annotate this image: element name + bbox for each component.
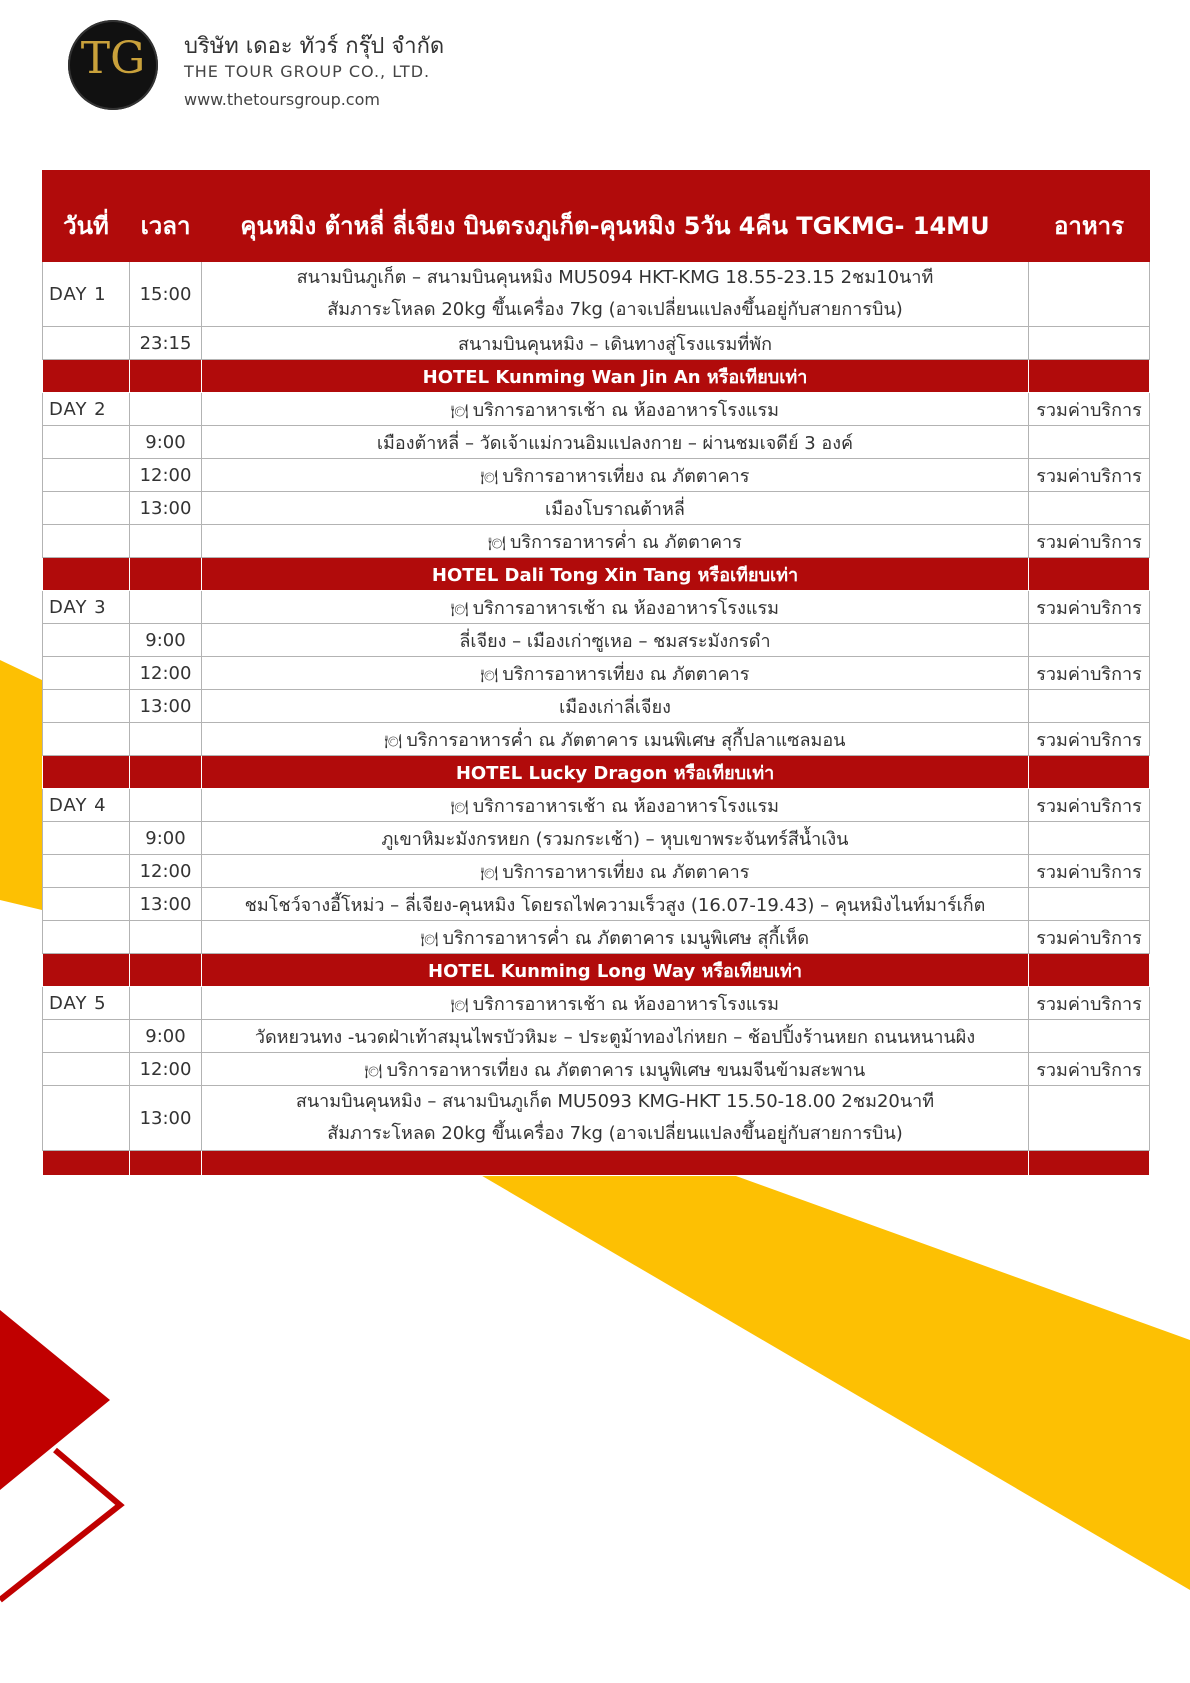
activity-description — [202, 459, 1029, 492]
table-row — [43, 426, 1150, 459]
day-cell — [43, 1020, 130, 1053]
time-cell — [130, 525, 202, 558]
time-cell — [130, 987, 202, 1020]
time-cell: 15:00 — [130, 262, 202, 327]
activity-text: บริการอาหารเช้า ณ ห้องอาหารโรงแรม — [472, 399, 779, 421]
time-cell: 13:00 — [130, 888, 202, 921]
activity-description — [202, 525, 1029, 558]
dish-icon: 🍽 — [480, 667, 499, 684]
table-row — [43, 624, 1150, 657]
activity-line-1: สนามบินคุนหมิง – สนามบินภูเก็ต MU5093 KMG-HKT 15.50-18.00 2ชม20นาที — [295, 1091, 935, 1112]
meal-cell — [1029, 690, 1150, 723]
meal-cell — [1029, 1020, 1150, 1053]
hotel-row — [43, 360, 1150, 393]
table-row — [43, 657, 1150, 690]
activity-text: เมืองเก่าลี่เจียง — [559, 696, 671, 718]
meal-cell — [1029, 822, 1150, 855]
table-row — [43, 1086, 1150, 1151]
hotel-name: HOTEL Lucky Dragon หรือเทียบเท่า — [202, 756, 1029, 789]
hotel-meal-cell — [1029, 756, 1150, 789]
time-cell: 12:00 — [130, 855, 202, 888]
meal-cell: รวมค่าบริการ — [1029, 1053, 1150, 1086]
hotel-time-cell — [130, 756, 202, 789]
table-header-row — [43, 171, 1150, 262]
table-row — [43, 262, 1150, 327]
meal-cell: รวมค่าบริการ — [1029, 987, 1150, 1020]
hotel-time-cell — [130, 360, 202, 393]
activity-text: บริการอาหารเที่ยง ณ ภัตตาคาร เมนูพิเศษ ขนมจีนข้ามสะพาน — [386, 1059, 866, 1081]
meal-cell: รวมค่าบริการ — [1029, 393, 1150, 426]
table-row — [43, 987, 1150, 1020]
itinerary-body — [43, 262, 1150, 1176]
day-cell: DAY 4 — [43, 789, 130, 822]
company-name-thai: บริษัท เดอะ ทัวร์ กรุ๊ป จำกัด — [184, 34, 445, 59]
activity-text: ภูเขาหิมะมังกรหยก (รวมกระเช้า) – หุบเขาพระจันทร์สีน้ำเงิน — [381, 828, 849, 850]
day-cell — [43, 525, 130, 558]
activity-description — [202, 723, 1029, 756]
activity-line-2: สัมภาระโหลด 20kg ขึ้นเครื่อง 7kg (อาจเปลี่ยนแปลงขึ้นอยู่กับสายการบิน) — [327, 1123, 903, 1144]
hotel-row — [43, 756, 1150, 789]
day-cell: DAY 2 — [43, 393, 130, 426]
hotel-day-cell — [43, 954, 130, 987]
hotel-meal-cell — [1029, 558, 1150, 591]
meal-cell: รวมค่าบริการ — [1029, 723, 1150, 756]
time-cell — [130, 591, 202, 624]
activity-text: สนามบินคุนหมิง – เดินทางสู่โรงแรมที่พัก — [457, 333, 773, 355]
day-cell — [43, 1086, 130, 1151]
activity-text: บริการอาหารค่ำ ณ ภัตตาคาร — [509, 531, 742, 553]
meal-cell: รวมค่าบริการ — [1029, 855, 1150, 888]
activity-text: ลี่เจียง – เมืองเก่าซูเหอ – ชมสระมังกรดำ — [459, 630, 771, 652]
red-triangle — [0, 1310, 110, 1490]
meal-cell: รวมค่าบริการ — [1029, 657, 1150, 690]
activity-line-2: สัมภาระโหลด 20kg ขึ้นเครื่อง 7kg (อาจเปลี่ยนแปลงขึ้นอยู่กับสายการบิน) — [327, 299, 903, 320]
hotel-day-cell — [43, 558, 130, 591]
hotel-time-cell — [130, 558, 202, 591]
header-meal: อาหาร — [1029, 171, 1150, 262]
dish-icon: 🍽 — [480, 469, 499, 486]
activity-text: เมืองต้าหลี่ – วัดเจ้าแม่กวนอิมแปลงกาย – ผ่านชมเจดีย์ 3 องค์ — [376, 432, 854, 454]
table-row — [43, 1053, 1150, 1086]
activity-description — [202, 855, 1029, 888]
meal-cell — [1029, 624, 1150, 657]
hotel-row — [43, 558, 1150, 591]
time-cell — [130, 789, 202, 822]
footer-cell — [1029, 1151, 1150, 1176]
hotel-name: HOTEL Kunming Long Way หรือเทียบเท่า — [202, 954, 1029, 987]
day-cell — [43, 888, 130, 921]
activity-description — [202, 262, 1029, 327]
table-row — [43, 1020, 1150, 1053]
meal-cell: รวมค่าบริการ — [1029, 459, 1150, 492]
meal-cell: รวมค่าบริการ — [1029, 789, 1150, 822]
meal-cell: รวมค่าบริการ — [1029, 525, 1150, 558]
activity-text: บริการอาหารเช้า ณ ห้องอาหารโรงแรม — [472, 597, 779, 619]
time-cell: 9:00 — [130, 822, 202, 855]
activity-description — [202, 393, 1029, 426]
activity-description — [202, 624, 1029, 657]
table-row — [43, 327, 1150, 360]
company-name-english: THE TOUR GROUP CO., LTD. — [184, 62, 431, 81]
hotel-name: HOTEL Kunming Wan Jin An หรือเทียบเท่า — [202, 360, 1029, 393]
hotel-day-cell — [43, 756, 130, 789]
activity-text: บริการอาหารเที่ยง ณ ภัตตาคาร — [502, 861, 750, 883]
activity-text: เมืองโบราณต้าหลี่ — [545, 498, 685, 520]
dish-icon: 🍽 — [450, 403, 469, 420]
meal-cell — [1029, 888, 1150, 921]
meal-cell — [1029, 492, 1150, 525]
activity-description — [202, 690, 1029, 723]
meal-cell — [1029, 1086, 1150, 1151]
table-row — [43, 789, 1150, 822]
day-cell: DAY 1 — [43, 262, 130, 327]
header-time: เวลา — [130, 171, 202, 262]
header-program: คุนหมิง ต้าหลี่ ลี่เจียง บินตรงภูเก็ต-คุนหมิง 5วัน 4คืน TGKMG- 14MU — [202, 171, 1029, 262]
day-cell: DAY 3 — [43, 591, 130, 624]
table-row — [43, 888, 1150, 921]
activity-text: บริการอาหารค่ำ ณ ภัตตาคาร เมนพิเศษ สุกี้ปลาแซลมอน — [406, 729, 846, 751]
hotel-row — [43, 954, 1150, 987]
table-row — [43, 459, 1150, 492]
dish-icon: 🍽 — [450, 601, 469, 618]
activity-text: บริการอาหารค่ำ ณ ภัตตาคาร เมนูพิเศษ สุกี้เห็ด — [442, 927, 810, 949]
dish-icon: 🍽 — [450, 997, 469, 1014]
activity-description — [202, 327, 1029, 360]
table-footer-row — [43, 1151, 1150, 1176]
table-row — [43, 822, 1150, 855]
activity-text: ชมโชว์จางอี้โหม่ว – ลี่เจียง-คุนหมิง โดยรถไฟความเร็วสูง (16.07-19.43) – คุนหมิงไนท์มาร์เก็ต — [244, 894, 986, 916]
dish-icon: 🍽 — [364, 1063, 383, 1080]
table-row — [43, 855, 1150, 888]
dish-icon: 🍽 — [488, 535, 506, 552]
table-row — [43, 393, 1150, 426]
meal-cell — [1029, 426, 1150, 459]
time-cell: 9:00 — [130, 624, 202, 657]
hotel-name: HOTEL Dali Tong Xin Tang หรือเทียบเท่า — [202, 558, 1029, 591]
activity-description — [202, 1020, 1029, 1053]
footer-cell — [43, 1151, 130, 1176]
activity-description — [202, 921, 1029, 954]
dish-icon: 🍽 — [384, 733, 403, 750]
day-cell — [43, 1053, 130, 1086]
time-cell — [130, 393, 202, 426]
footer-cell — [130, 1151, 202, 1176]
day-cell — [43, 921, 130, 954]
time-cell — [130, 723, 202, 756]
meal-cell — [1029, 262, 1150, 327]
activity-description — [202, 789, 1029, 822]
yellow-stripe-left — [0, 660, 42, 910]
footer-cell — [202, 1151, 1029, 1176]
activity-description — [202, 987, 1029, 1020]
time-cell: 23:15 — [130, 327, 202, 360]
day-cell — [43, 855, 130, 888]
day-cell — [43, 492, 130, 525]
activity-description — [202, 426, 1029, 459]
table-row — [43, 723, 1150, 756]
dish-icon: 🍽 — [480, 865, 499, 882]
activity-description — [202, 591, 1029, 624]
logo-monogram: TG — [80, 33, 146, 84]
time-cell: 13:00 — [130, 1086, 202, 1151]
day-cell — [43, 426, 130, 459]
yellow-stripe-main — [460, 1163, 1190, 1590]
day-cell — [43, 459, 130, 492]
day-cell — [43, 624, 130, 657]
hotel-time-cell — [130, 954, 202, 987]
activity-description — [202, 1086, 1029, 1151]
header-day: วันที่ — [43, 171, 130, 262]
table-row — [43, 525, 1150, 558]
activity-text: บริการอาหารเที่ยง ณ ภัตตาคาร — [502, 465, 750, 487]
meal-cell: รวมค่าบริการ — [1029, 591, 1150, 624]
activity-text: บริการอาหารเช้า ณ ห้องอาหารโรงแรม — [472, 993, 779, 1015]
activity-text: บริการอาหารเช้า ณ ห้องอาหารโรงแรม — [472, 795, 779, 817]
dish-icon: 🍽 — [450, 799, 469, 816]
time-cell: 9:00 — [130, 426, 202, 459]
activity-description — [202, 657, 1029, 690]
table-row — [43, 492, 1150, 525]
time-cell: 9:00 — [130, 1020, 202, 1053]
table-row — [43, 921, 1150, 954]
day-cell — [43, 657, 130, 690]
dish-icon: 🍽 — [420, 931, 439, 948]
activity-description — [202, 888, 1029, 921]
table-row — [43, 591, 1150, 624]
meal-cell: รวมค่าบริการ — [1029, 921, 1150, 954]
activity-text: บริการอาหารเที่ยง ณ ภัตตาคาร — [502, 663, 750, 685]
day-cell — [43, 327, 130, 360]
activity-description — [202, 822, 1029, 855]
itinerary-table — [42, 170, 1150, 1176]
company-info — [184, 28, 444, 109]
meal-cell — [1029, 327, 1150, 360]
day-cell — [43, 822, 130, 855]
company-website: www.thetoursgroup.com — [184, 90, 380, 109]
activity-line-1: สนามบินภูเก็ต – สนามบินคุนหมิง MU5094 HKT-KMG 18.55-23.15 2ชม10นาที — [296, 267, 934, 288]
time-cell: 13:00 — [130, 690, 202, 723]
activity-text: วัดหยวนทง -นวดฝ่าเท้าสมุนไพรบัวหิมะ – ประตูม้าทองไก่หยก – ช้อปปิ้งร้านหยก ถนนหนานผิง — [254, 1026, 976, 1048]
time-cell — [130, 921, 202, 954]
hotel-meal-cell — [1029, 360, 1150, 393]
day-cell — [43, 690, 130, 723]
time-cell: 12:00 — [130, 657, 202, 690]
day-cell: DAY 5 — [43, 987, 130, 1020]
time-cell: 13:00 — [130, 492, 202, 525]
activity-description — [202, 1053, 1029, 1086]
hotel-meal-cell — [1029, 954, 1150, 987]
table-row — [43, 690, 1150, 723]
time-cell: 12:00 — [130, 459, 202, 492]
activity-description — [202, 492, 1029, 525]
day-cell — [43, 723, 130, 756]
time-cell: 12:00 — [130, 1053, 202, 1086]
company-logo — [68, 20, 158, 110]
hotel-day-cell — [43, 360, 130, 393]
